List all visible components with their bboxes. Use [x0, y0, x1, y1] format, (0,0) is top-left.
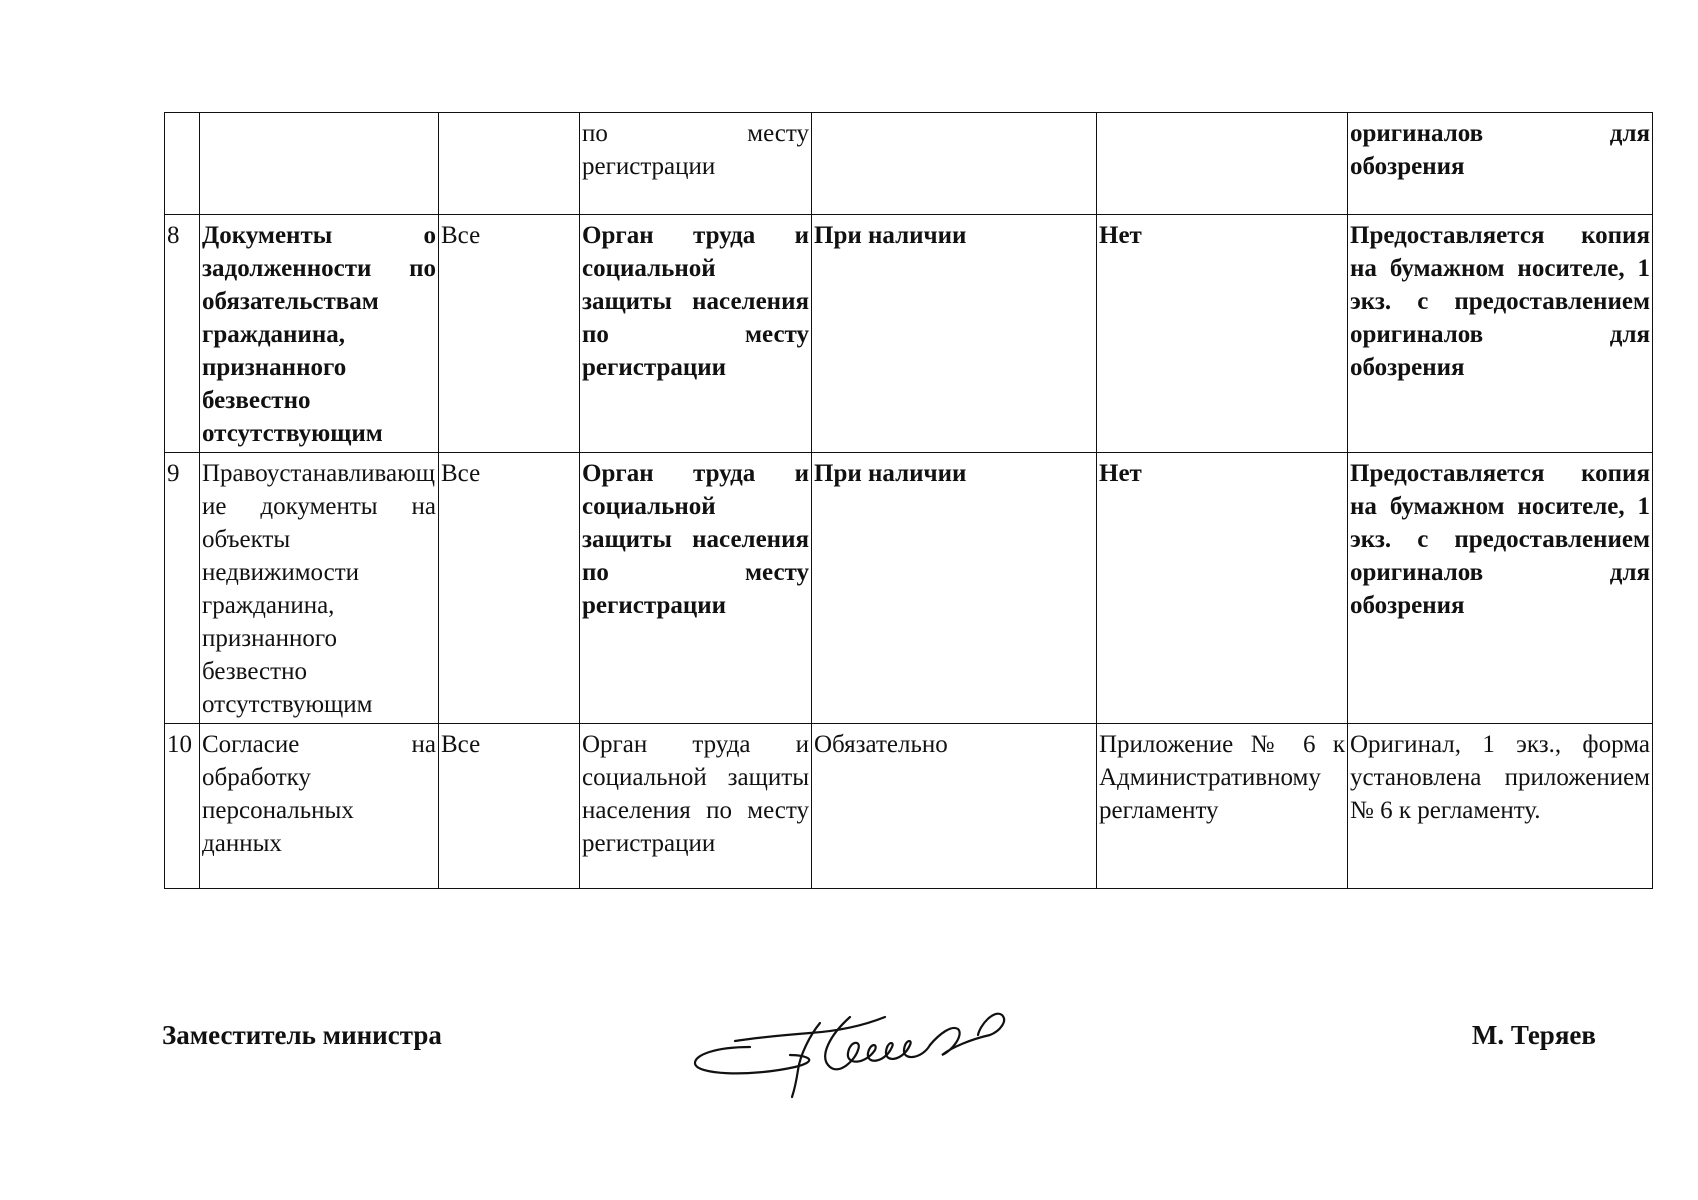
signature — [690, 995, 1035, 1100]
row-number: 9 — [165, 453, 200, 724]
table-row — [165, 113, 1653, 215]
applicant-category: Все — [439, 724, 580, 889]
requirement: При наличии — [812, 453, 1097, 724]
applicant-category: Все — [439, 215, 580, 453]
applicant-category — [439, 113, 580, 215]
document-name — [200, 113, 439, 215]
submission-note: Предоставляется копия на бумажном носителе, 1 экз. с предоставлением оригиналов для обозрения — [1348, 453, 1653, 724]
document-form — [1097, 113, 1348, 215]
requirement — [812, 113, 1097, 215]
signatory-name: М. Теряев — [1471, 1020, 1596, 1050]
document-name: Правоустанавливающие документы на объекты недвижимости гражданина, признанного безвестно отсутствующим — [200, 453, 439, 724]
row-number — [165, 113, 200, 215]
row-number: 8 — [165, 215, 200, 453]
applicant-category: Все — [439, 453, 580, 724]
submission-note: Предоставляется копия на бумажном носителе, 1 экз. с предоставлением оригиналов для обозрения — [1348, 215, 1653, 453]
document-name: Согласие на обработку персональных данных — [200, 724, 439, 889]
document-source: Орган труда и социальной защиты населения по месту регистрации — [580, 724, 812, 889]
requirement: Обязательно — [812, 724, 1097, 889]
table-row — [165, 215, 1653, 453]
document-source: Орган труда и социальной защиты населения по месту регистрации — [580, 453, 812, 724]
submission-note: оригиналов для обозрения — [1348, 113, 1653, 215]
document-form: Нет — [1097, 215, 1348, 453]
document-name: Документы о задолженности по обязательствам гражданина, признанного безвестно отсутствующим — [200, 215, 439, 453]
document-form: Нет — [1097, 453, 1348, 724]
table-row — [165, 724, 1653, 889]
submission-note: Оригинал, 1 экз., форма установлена приложением № 6 к регламенту. — [1348, 724, 1653, 889]
requirement: При наличии — [812, 215, 1097, 453]
signatory-position: Заместитель министра — [162, 1020, 442, 1050]
document-source: по месту регистрации — [580, 113, 812, 215]
document-form: Приложение № 6 к Административному регламенту — [1097, 724, 1348, 889]
row-number: 10 — [165, 724, 200, 889]
document-source: Орган труда и социальной защиты населения по месту регистрации — [580, 215, 812, 453]
table-row — [165, 453, 1653, 724]
documents-table — [164, 112, 1653, 889]
